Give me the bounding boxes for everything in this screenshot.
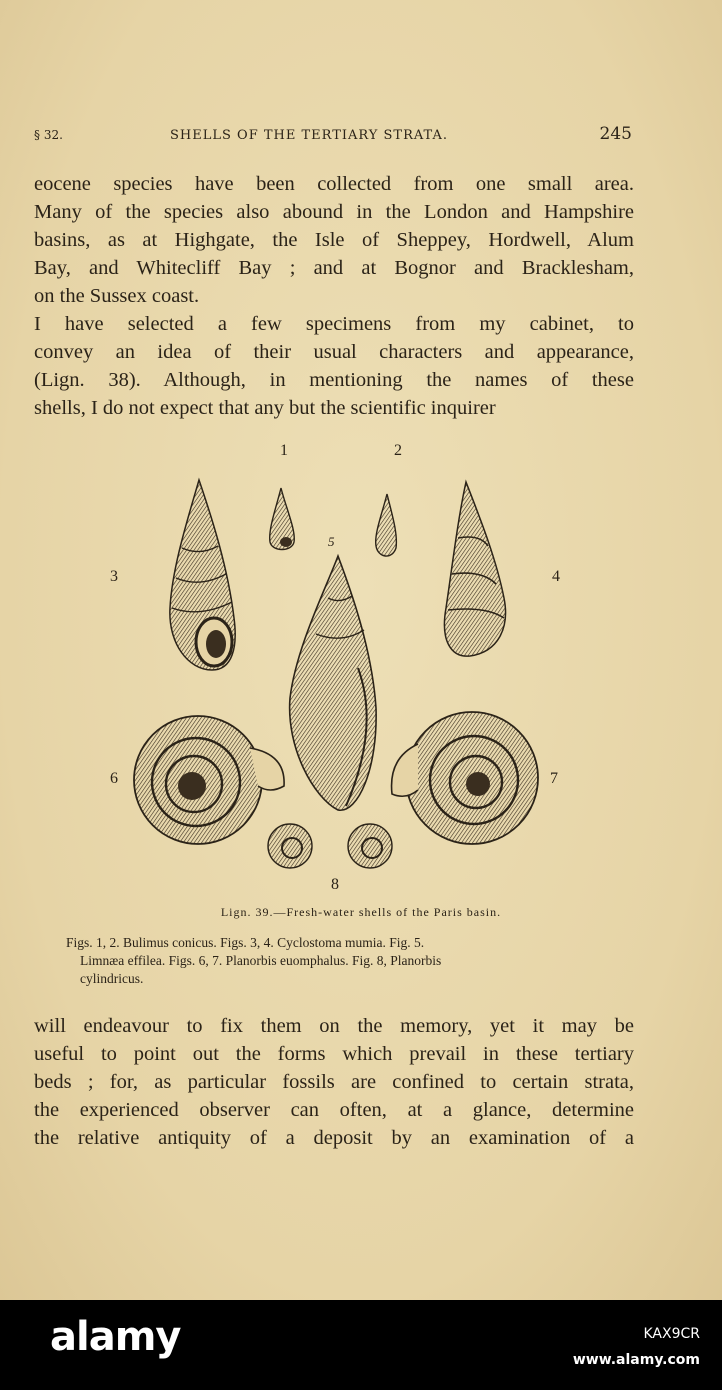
figure-label-7: 7 — [550, 770, 558, 787]
text-line: eocene species have been collected from one small area. — [34, 173, 634, 195]
shell-fig-4 — [444, 482, 505, 656]
caption-line: Figs. 1, 2. Bulimus conicus. Figs. 3, 4. Cyclostoma mumia. Fig. 5. — [66, 935, 425, 950]
text-line: convey an idea of their usual characters and appearance, — [34, 341, 634, 363]
text-line: Bay, and Whitecliff Bay ; and at Bognor and Bracklesham, — [34, 257, 634, 279]
paragraph-3 — [34, 1012, 634, 1152]
text-line: Many of the species also abound in the London and Hampshire — [34, 201, 634, 223]
text-line: shells, I do not expect that any but the scientific inquirer — [34, 397, 496, 419]
shell-illustration — [100, 438, 570, 898]
shell-fig-1 — [270, 488, 295, 550]
text-line: the relative antiquity of a deposit by an examination of a — [34, 1127, 634, 1149]
text-line: will endeavour to fix them on the memory, yet it may be — [34, 1015, 634, 1037]
text-line: beds ; for, as particular fossils are confined to certain strata, — [34, 1071, 634, 1093]
figure-label-8: 8 — [331, 876, 339, 893]
alamy-logo: alamy — [50, 1314, 181, 1360]
text-line: on the Sussex coast. — [34, 285, 200, 307]
caption-line: Limnæa effilea. Figs. 6, 7. Planorbis euomphalus. Fig. 8, Planorbis — [80, 953, 442, 968]
figure-caption-title: Lign. 39.—Fresh-water shells of the Paris basin. — [220, 905, 502, 919]
image-id: KAX9CR — [643, 1326, 700, 1342]
text-line: useful to point out the forms which prevail in these tertiary — [34, 1043, 634, 1065]
shell-fig-8 — [268, 824, 392, 868]
engraving — [100, 438, 570, 898]
figure-label-1: 1 — [280, 442, 288, 459]
text-line: basins, as at Highgate, the Isle of Sheppey, Hordwell, Alum — [34, 229, 634, 251]
figure-label-5: 5 — [328, 534, 335, 549]
shell-fig-3 — [170, 480, 235, 670]
shell-fig-7 — [392, 712, 538, 844]
paragraph-2 — [34, 310, 634, 422]
figure-label-3: 3 — [110, 568, 118, 585]
text-line: the experienced observer can often, at a glance, determine — [34, 1099, 634, 1121]
shell-fig-2 — [376, 494, 397, 556]
text-line: I have selected a few specimens from my cabinet, to — [34, 313, 634, 335]
text-line: (Lign. 38). Although, in mentioning the names of these — [34, 369, 634, 391]
watermark-bar — [0, 1300, 722, 1390]
figure-label-4: 4 — [552, 568, 560, 585]
caption-line: cylindricus. — [80, 971, 144, 986]
running-title: SHELLS OF THE TERTIARY STRATA. — [170, 128, 449, 143]
shell-fig-6 — [134, 716, 284, 844]
page-number: 245 — [599, 124, 632, 144]
watermark-url: www.alamy.com — [572, 1352, 700, 1368]
section-number: § 32. — [34, 128, 63, 142]
figure-label-6: 6 — [110, 770, 118, 787]
figure-label-2: 2 — [394, 442, 402, 459]
running-header — [34, 124, 634, 146]
figure-caption — [66, 934, 606, 988]
shell-fig-5 — [290, 556, 377, 810]
paragraph-1 — [34, 170, 634, 310]
